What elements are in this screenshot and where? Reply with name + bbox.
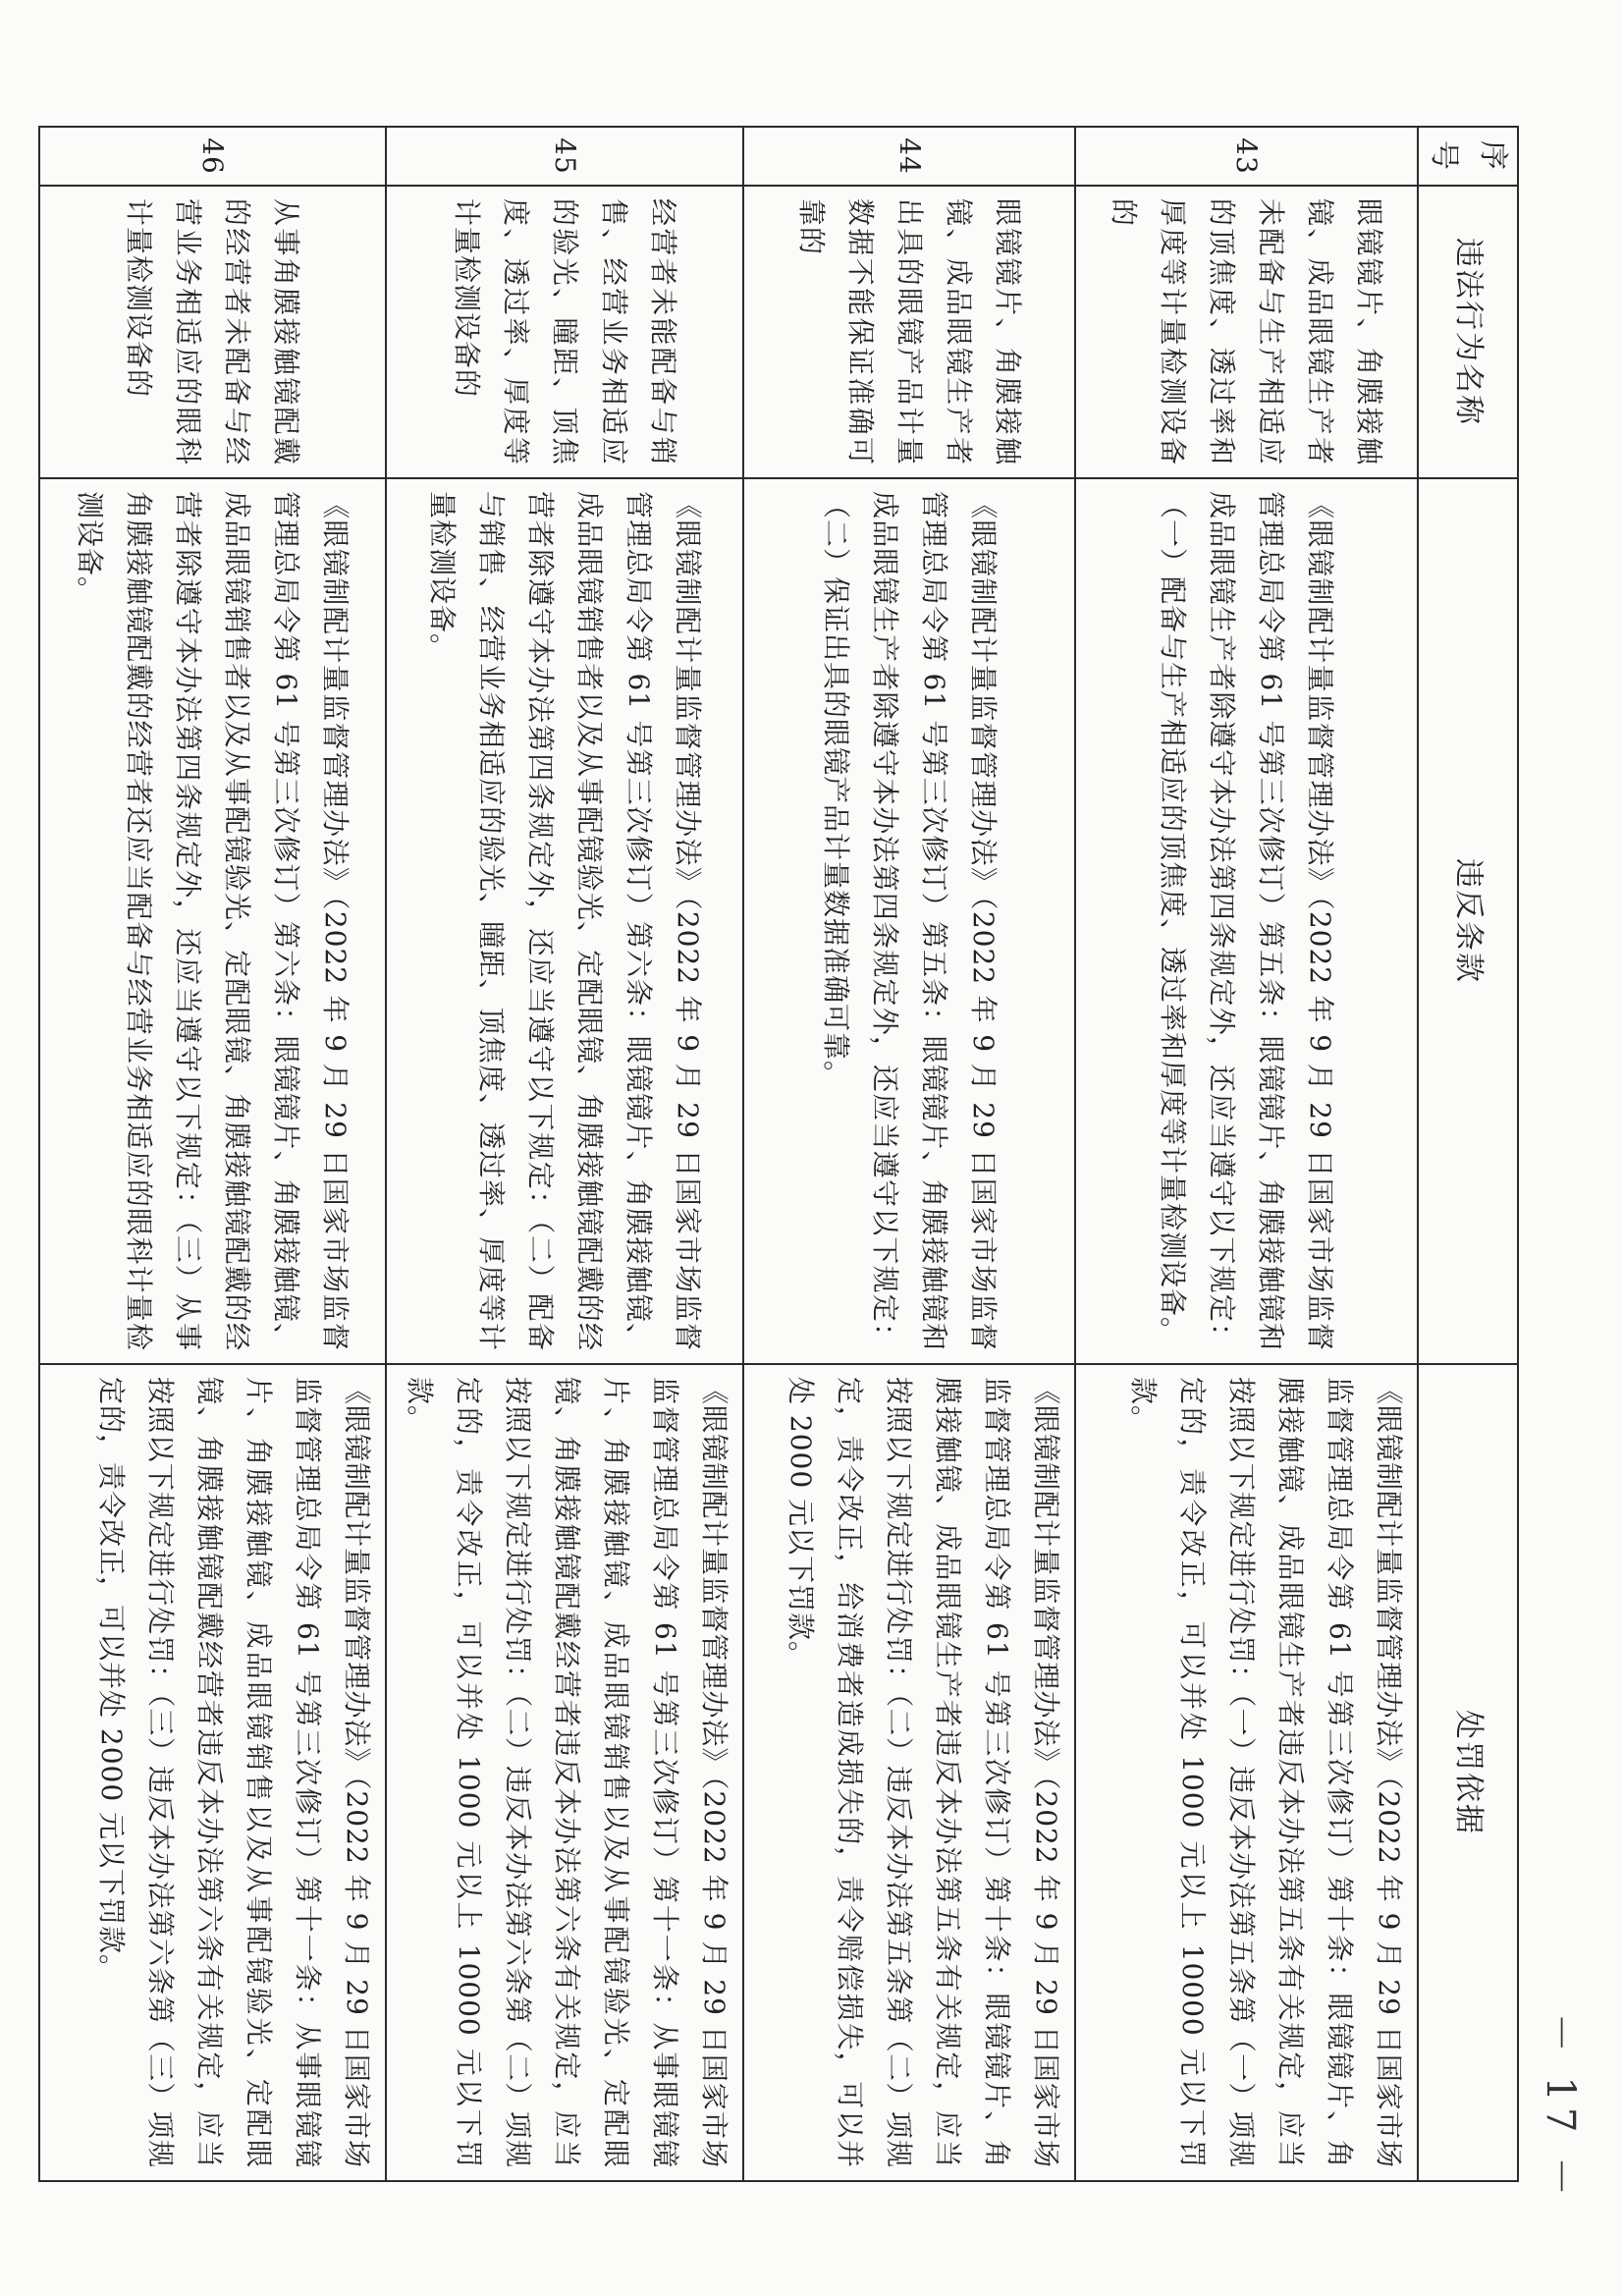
row-violation-name: 眼镜镜片、角膜接触镜、成品眼镜生产者未配备与生产相适应的顶焦度、透过率和厚度等计量检测设备的	[1075, 186, 1418, 478]
table-row	[386, 127, 743, 2181]
row-penalty-basis: 《眼镜制配计量监督管理办法》（2022 年 9 月 29 日国家市场监督管理总局令第 61 号第三次修订）第十一条：从事眼镜镜片、角膜接触镜、成品眼镜销售以及从事配镜验光、定配眼镜、角膜接触镜配戴经营者违反本办法第六条有关规定，应当按照以下规定进行处罚：（二）违反本办法第六条第（二）项规定的，责令改正，可以并处 1000 元以上 10000 元以下罚款。	[386, 1364, 743, 2181]
header-penalty-basis: 处罚依据	[1418, 1364, 1518, 2181]
row-seq: 44	[743, 127, 1075, 186]
row-violated-clause: 《眼镜制配计量监督管理办法》（2022 年 9 月 29 日国家市场监督管理总局令第 61 号第三次修订）第五条：眼镜镜片、角膜接触镜和成品眼镜生产者除遵守本办法第四条规定外，还应当遵守以下规定：（一）配备与生产相适应的顶焦度、透过率和厚度等计量检测设备。	[1075, 478, 1418, 1364]
header-violation-name: 违法行为名称	[1418, 186, 1518, 478]
row-seq: 43	[1075, 127, 1418, 186]
penalty-table	[38, 126, 1519, 2182]
row-seq: 46	[39, 127, 386, 186]
table-row	[1075, 127, 1418, 2181]
table-row	[39, 127, 386, 2181]
row-penalty-basis: 《眼镜制配计量监督管理办法》（2022 年 9 月 29 日国家市场监督管理总局令第 61 号第三次修订）第十一条：从事眼镜镜片、角膜接触镜、成品眼镜销售以及从事配镜验光、定配眼镜、角膜接触镜配戴经营者违反本办法第六条有关规定，应当按照以下规定进行处罚：（三）违反本办法第六条第（三）项规定的，责令改正，可以并处 2000 元以下罚款。	[39, 1364, 386, 2181]
row-penalty-basis: 《眼镜制配计量监督管理办法》（2022 年 9 月 29 日国家市场监督管理总局令第 61 号第三次修订）第十条：眼镜镜片、角膜接触镜、成品眼镜生产者违反本办法第五条有关规定，应当按照以下规定进行处罚：（二）违反本办法第五条第（二）项规定，责令改正，给消费者造成损失的，责令赔偿损失，可以并处 2000 元以下罚款。	[743, 1364, 1075, 2181]
row-violation-name: 经营者未能配备与销售、经营业务相适应的验光、瞳距、顶焦度、透过率、厚度等计量检测设备的	[386, 186, 743, 478]
row-violated-clause: 《眼镜制配计量监督管理办法》（2022 年 9 月 29 日国家市场监督管理总局令第 61 号第三次修订）第五条：眼镜镜片、角膜接触镜和成品眼镜生产者除遵守本办法第四条规定外，还应当遵守以下规定：（二）保证出具的眼镜产品计量数据准确可靠。	[743, 478, 1075, 1364]
page-number: － 17 －	[1538, 2012, 1583, 2202]
row-penalty-basis: 《眼镜制配计量监督管理办法》（2022 年 9 月 29 日国家市场监督管理总局令第 61 号第三次修订）第十条：眼镜镜片、角膜接触镜、成品眼镜生产者违反本办法第五条有关规定，应当按照以下规定进行处罚：（一）违反本办法第五条第（一）项规定的，责令改正，可以并处 1000 元以上 10000 元以下罚款。	[1075, 1364, 1418, 2181]
row-violated-clause: 《眼镜制配计量监督管理办法》（2022 年 9 月 29 日国家市场监督管理总局令第 61 号第三次修订）第六条：眼镜镜片、角膜接触镜、成品眼镜销售者以及从事配镜验光、定配眼镜、角膜接触镜配戴的经营者除遵守本办法第四条规定外，还应当遵守以下规定：（二）配备与销售、经营业务相适应的验光、瞳距、顶焦度、透过率、厚度等计量检测设备。	[386, 478, 743, 1364]
row-violated-clause: 《眼镜制配计量监督管理办法》（2022 年 9 月 29 日国家市场监督管理总局令第 61 号第三次修订）第六条：眼镜镜片、角膜接触镜、成品眼镜销售者以及从事配镜验光、定配眼镜、角膜接触镜配戴的经营者除遵守本办法第四条规定外，还应当遵守以下规定：（三）从事角膜接触镜配戴的经营者还应当配备与经营业务相适应的眼科计量检测设备。	[39, 478, 386, 1364]
header-violated-clause: 违反条款	[1418, 478, 1518, 1364]
row-seq: 45	[386, 127, 743, 186]
row-violation-name: 从事角膜接触镜配戴的经营者未配备与经营业务相适应的眼科计量检测设备的	[39, 186, 386, 478]
table-row	[743, 127, 1075, 2181]
row-violation-name: 眼镜镜片、角膜接触镜、成品眼镜生产者出具的眼镜产品计量数据不能保证准确可靠的	[743, 186, 1075, 478]
header-row	[1418, 127, 1518, 2181]
header-seq: 序号	[1418, 127, 1518, 186]
